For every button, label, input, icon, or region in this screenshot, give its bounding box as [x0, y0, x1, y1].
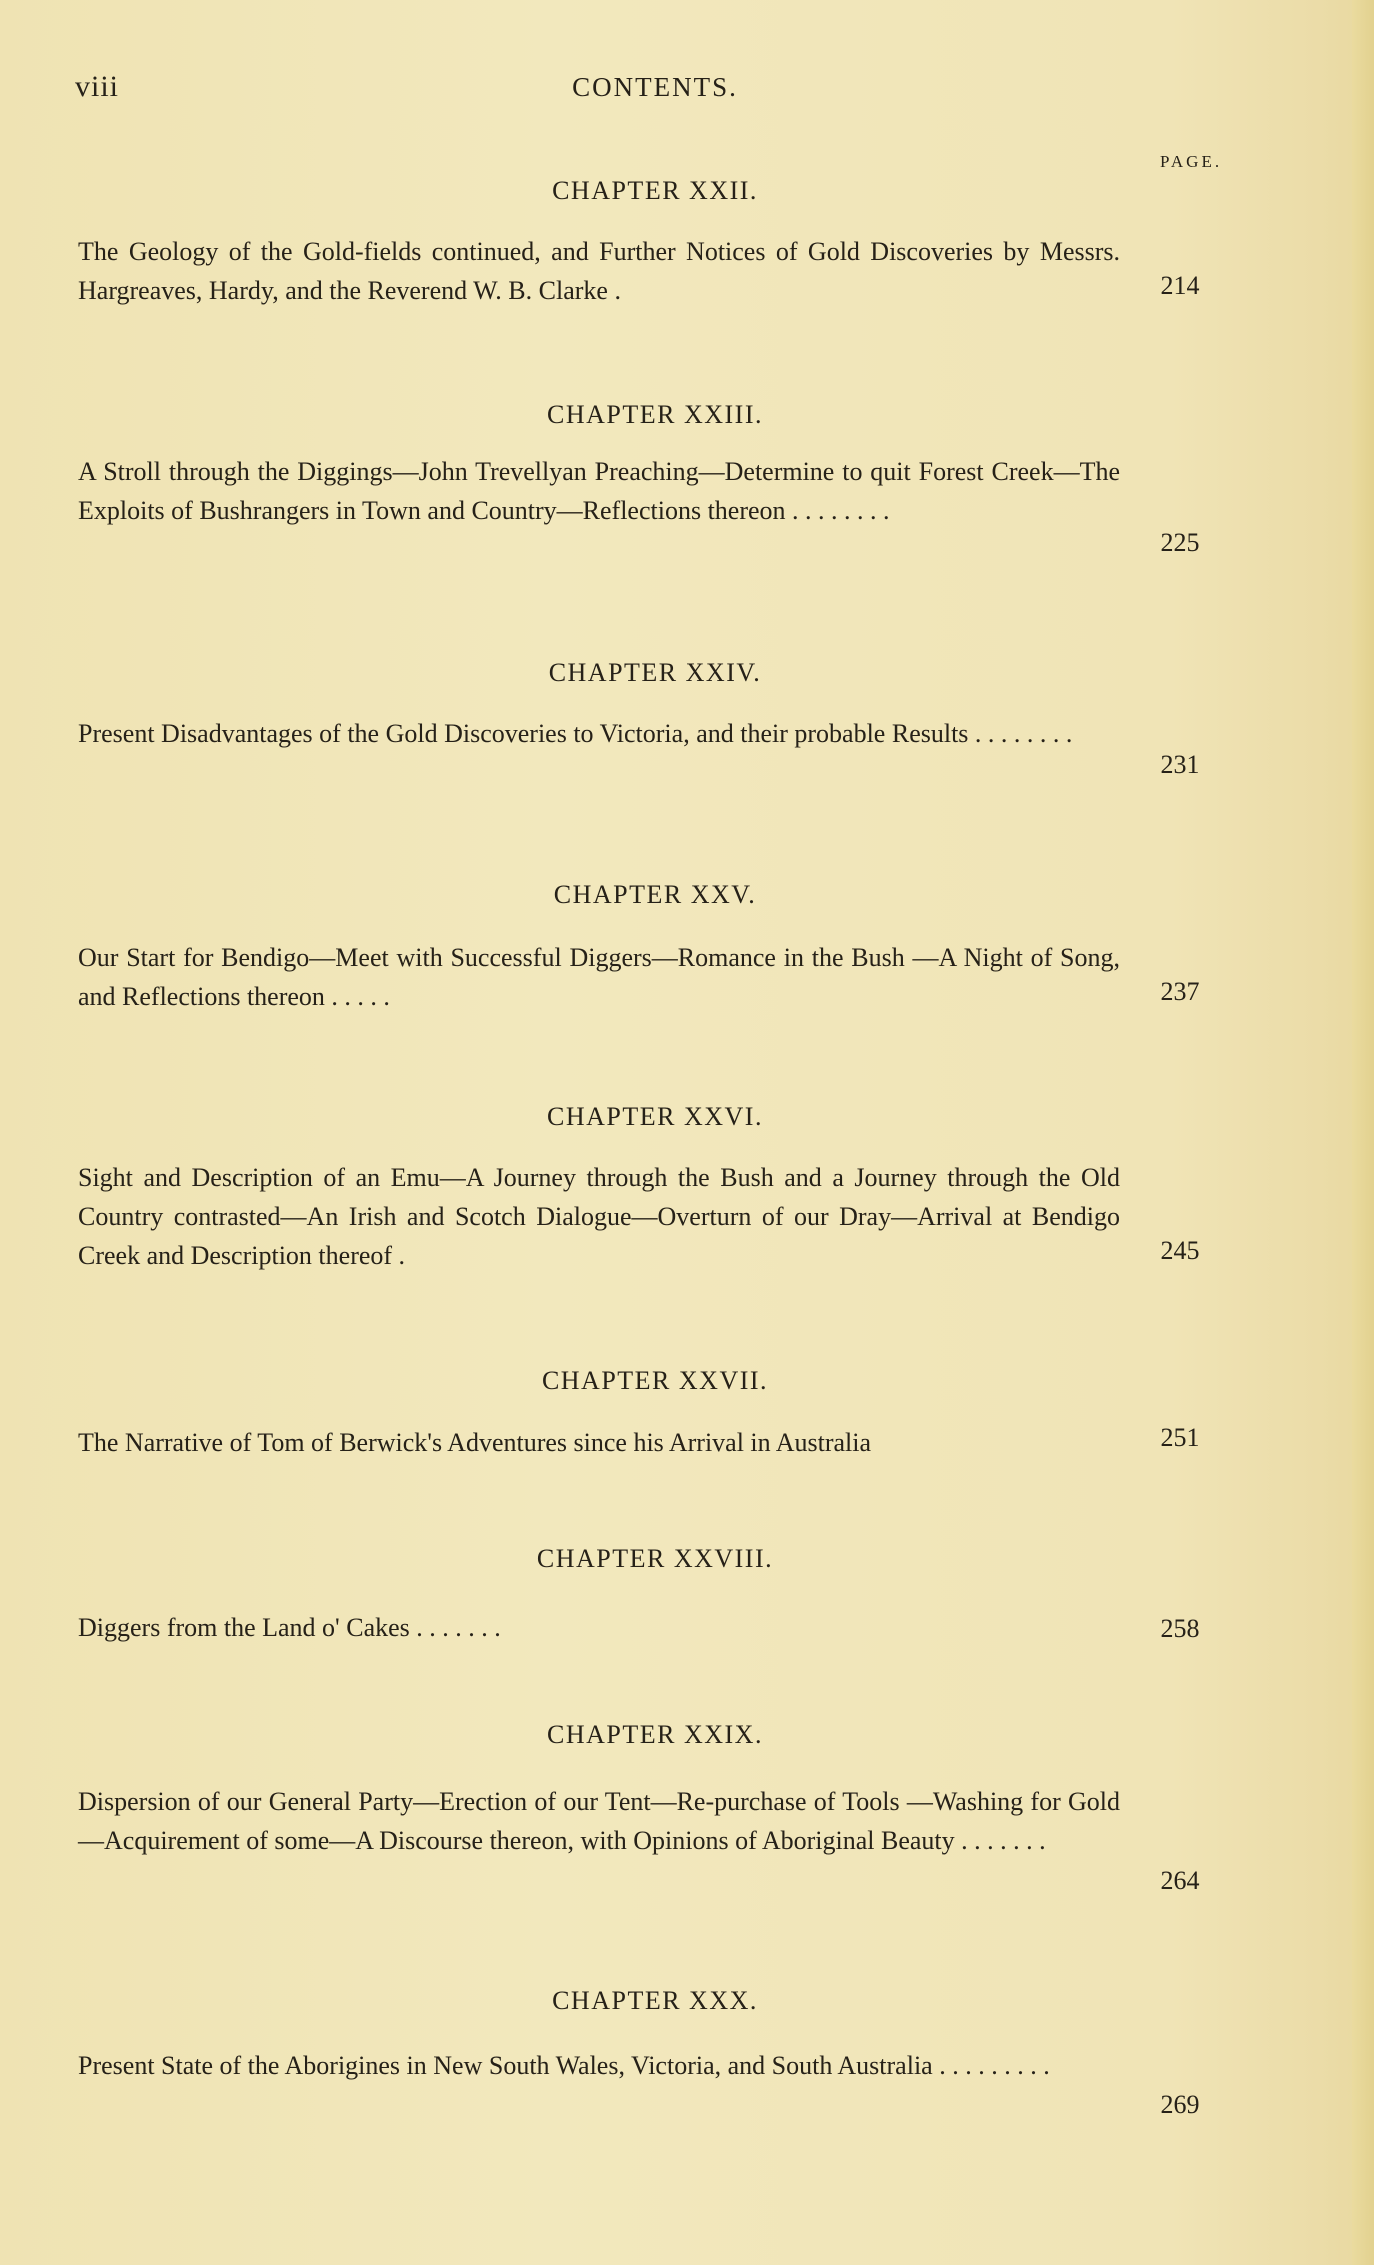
chapter-page-number: 269	[1160, 2090, 1200, 2119]
chapter-description: The Narrative of Tom of Berwick's Adventures since his Arrival in Australia	[78, 1428, 872, 1457]
chapter-page-number: 214	[1160, 271, 1200, 300]
chapter-description: Present Disadvantages of the Gold Discoveries to Victoria, and their probable Results . . . . . . . .	[78, 719, 1073, 748]
chapter-title: CHAPTER XXIX.	[547, 1720, 763, 1749]
chapter-description: Dispersion of our General Party—Erection of our Tent—Re-purchase of Tools —Washing for Gold—Acquirement of some—A Discourse thereon, with Opinions of Aboriginal Beauty . . . . . . .	[78, 1787, 1120, 1855]
page-edge	[1352, 0, 1374, 2265]
chapter-title: CHAPTER XXVI.	[547, 1102, 763, 1131]
chapter-description: Diggers from the Land o' Cakes . . . . . . .	[78, 1613, 501, 1642]
chapter-description: The Geology of the Gold-fields continued, and Further Notices of Gold Discoveries by Messrs. Hargreaves, Hardy, and the Reverend W. B. Clarke .	[78, 237, 1120, 305]
chapter-page-number: 251	[1160, 1423, 1200, 1452]
chapter-title: CHAPTER XXII.	[552, 176, 758, 205]
chapter-description: Our Start for Bendigo—Meet with Successful Diggers—Romance in the Bush —A Night of Song, and Reflections thereon . . . . .	[78, 943, 1120, 1011]
chapter-page-number: 231	[1160, 750, 1200, 779]
chapter-title: CHAPTER XXX.	[552, 1986, 758, 2015]
chapter-description: Sight and Description of an Emu—A Journey through the Bush and a Journey through the Old Country contrasted—An Irish and Scotch Dialogue—Overturn of our Dray—Arrival at Bendigo Creek and Description thereof .	[78, 1163, 1120, 1270]
chapter-page-number: 225	[1160, 528, 1200, 557]
page-number: viii	[75, 70, 120, 103]
chapter-title: CHAPTER XXIII.	[547, 400, 763, 429]
page-column-label: PAGE.	[1160, 152, 1223, 171]
chapter-title: CHAPTER XXIV.	[548, 658, 762, 687]
chapter-page-number: 237	[1160, 977, 1200, 1006]
chapter-description: Present State of the Aborigines in New South Wales, Victoria, and South Australia . . . . . . . . .	[78, 2051, 1050, 2080]
running-header-title: CONTENTS.	[572, 72, 738, 102]
chapter-title: CHAPTER XXVII.	[541, 1366, 769, 1395]
chapter-page-number: 258	[1160, 1614, 1200, 1643]
chapter-title: CHAPTER XXVIII.	[536, 1544, 774, 1573]
chapter-page-number: 264	[1160, 1866, 1200, 1895]
chapter-description: A Stroll through the Diggings—John Trevellyan Preaching—Determine to quit Forest Creek—The Exploits of Bushrangers in Town and Country—Reflections thereon . . . . . . . .	[78, 457, 1120, 525]
chapter-page-number: 245	[1160, 1236, 1200, 1265]
chapter-title: CHAPTER XXV.	[553, 880, 757, 909]
